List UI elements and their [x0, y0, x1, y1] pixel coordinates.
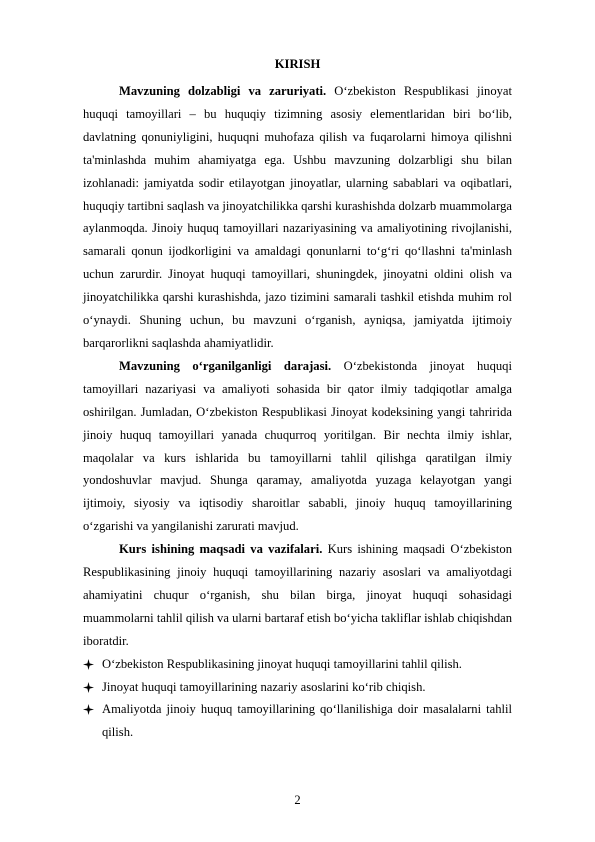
list-item-text: Amaliyotda jinoiy huquq tamoyillarining qo‘llanilishiga doir masalalarni tahlil qilish. — [102, 702, 512, 740]
diamond-bullet-icon — [83, 659, 94, 670]
diamond-bullet-icon — [83, 704, 94, 715]
document-body — [83, 80, 512, 744]
list-item — [83, 653, 512, 676]
list-item-text: Jinoyat huquqi tamoyillarining nazariy asoslarini ko‘rib chiqish. — [102, 679, 426, 694]
paragraph-relevance — [83, 80, 512, 355]
list-item-text: O‘zbekiston Respublikasining jinoyat huquqi tamoyillarini tahlil qilish. — [102, 656, 462, 671]
diamond-bullet-icon — [83, 682, 94, 693]
task-list — [83, 653, 512, 745]
section-title: KIRISH — [274, 57, 321, 71]
list-item — [83, 676, 512, 699]
page-number: 2 — [294, 793, 301, 807]
paragraph-study-level — [83, 355, 512, 538]
paragraph-heading: Kurs ishining maqsadi va vazifalari. — [119, 542, 323, 557]
list-item — [83, 698, 512, 744]
paragraph-heading: Mavzuning o‘rganilganligi darajasi. — [119, 358, 332, 373]
paragraph-goals — [83, 538, 512, 653]
paragraph-text: O‘zbekistonda jinoyat huquqi tamoyillari nazariyasi va amaliyoti sohasida bir qator ilmiy tadqiqotlar amalga oshirilgan. Jumladan, O‘zbekiston Respublikasi Jinoyat kodeksining yangi tahririda jinoiy huquq tamoyillari yanada chuqurroq yoritilgan. Bir nechta ilmiy ishlar, maqolalar va kurs ishlarida bu tamoyillarni tahlil qilishga qaratilgan ilmiy yondoshuvlar mavjud. Shunga qaramay, amaliyotda yuzaga kelayotgan yangi ijtimoiy, siyosiy va iqtisodiy sharoitlar sababli, jinoiy huquq tamoyillarining o‘zgarishi va yangilanishi zarurati mavjud. — [83, 358, 512, 534]
paragraph-heading: Mavzuning dolzabligi va zaruriyati. — [119, 84, 327, 98]
paragraph-text: O‘zbekiston Respublikasi jinoyat huquqi tamoyillari – bu huquqiy tizimning asosiy elementlaridan biri bo‘lib, davlatning qonuniyligini, huquqni muhofaza qilish va fuqarolarni himoya qilishni ta'minlashda muhim ahamiyatga ega. Ushbu mavzuning dolzarbligi shu bilan izohlanadi: jamiyatda sodir etilayotgan jinoyatlar, ularning sabablari va oqibatlari, huquqiy tartibni saqlash va jinoyatchilikka qarshi kurashishda dolzarb muammolarga aylanmoqda. Jinoiy huquq tamoyillari nazariyasining va amaliyotining rivojlanishi, samarali qonun ijodkorligini va amaldagi qonunlarni to‘g‘ri qo‘llashni ta'minlash uchun zarurdir. Jinoyat huquqi tamoyillari, shuningdek, jinoyatni oldini olish va jinoyatchilikka qarshi kurashishda, jazo tizimini samarali tashkil etishda muhim rol o‘ynaydi. Shuning uchun, bu mavzuni o‘rganish, ayniqsa, jamiyatda ijtimoiy barqarorlikni saqlashda ahamiyatlidir. — [83, 84, 513, 350]
paragraph-text: Kurs ishining maqsadi O‘zbekiston Respublikasining jinoiy huquqi tamoyillarining nazariy asoslari va amaliyotdagi ahamiyatini chuqur o‘rganish, shu bilan birga, jinoyat huquqi sohasidagi muammolarni tahlil qilish va ularni bartaraf etish bo‘yicha takliflar ishlab chiqishdan iboratdir. — [83, 542, 512, 648]
